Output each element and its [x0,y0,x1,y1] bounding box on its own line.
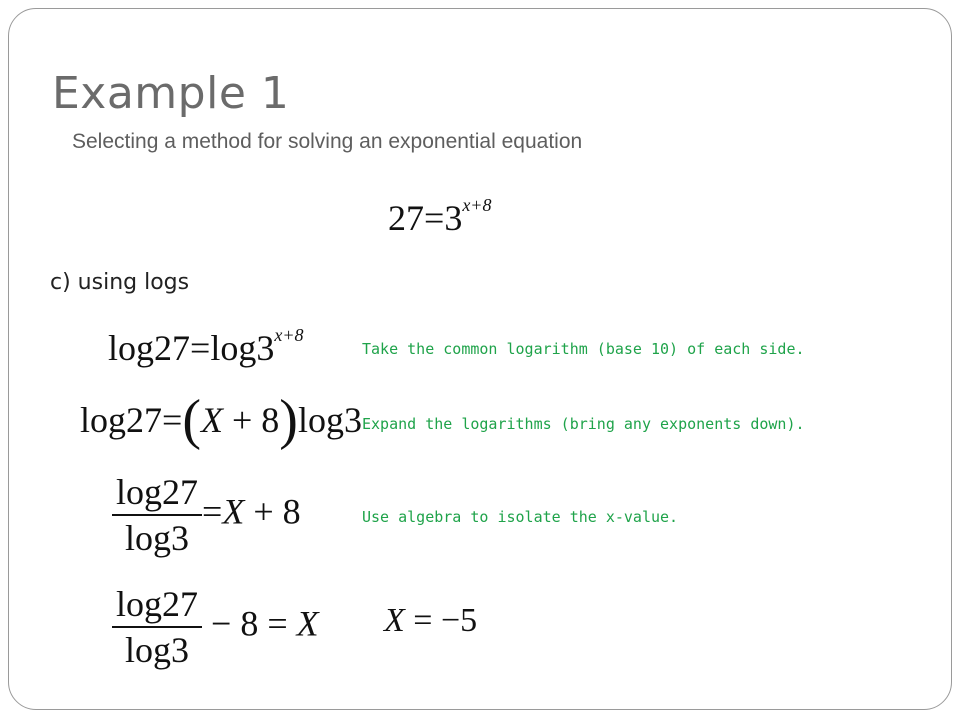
step-4-numerator: log27 [112,586,202,628]
step-2-variable: X [200,400,223,440]
step-2-note: Expand the logarithms (bring any exponents down). [362,415,805,433]
step-3-note: Use algebra to isolate the x-value. [362,508,679,526]
step-3-plus: + 8 [244,491,301,532]
step-3-denominator: log3 [125,518,190,558]
step-3-variable: X [222,491,245,532]
section-label: c) using logs [50,270,190,295]
step-2-plus: + 8 [222,400,280,440]
step-3-fraction [112,474,202,556]
step-4-minus: − 8 = [202,603,297,644]
step-2-close-paren: ) [279,389,298,451]
slide-title: Example 1 [52,68,290,119]
step-4-fraction [112,586,202,668]
step-2-math [80,389,362,451]
step-4-denominator: log3 [125,630,190,670]
step-3-numerator: log27 [112,474,202,516]
answer-value: = −5 [404,602,478,639]
step-2-lhs: log27 [80,400,163,440]
step-1-lhs: log27 [108,328,191,368]
step-4-math [112,586,319,668]
equation-lhs: 27 [388,198,424,238]
step-1-exponent: x+8 [274,325,304,345]
equation-equals: = [424,198,445,238]
step-1-math [108,325,304,368]
step-2-open-paren: ( [182,389,201,451]
step-1-equals: = [190,328,211,368]
slide-subtitle: Selecting a method for solving an exponential equation [72,130,583,153]
answer [384,604,477,638]
step-3-math [112,474,301,556]
equation-base: 3 [444,198,463,238]
step-1-rhs: log3 [210,328,275,368]
step-3-equals: = [202,491,223,532]
step-2-equals: = [162,400,183,440]
equation-exponent: x+8 [462,195,492,215]
answer-variable: X [384,602,405,639]
step-2-rhs: log3 [297,400,362,440]
step-4-variable: X [296,603,319,644]
step-1-note: Take the common logarithm (base 10) of each side. [362,340,805,358]
main-equation [388,195,492,238]
